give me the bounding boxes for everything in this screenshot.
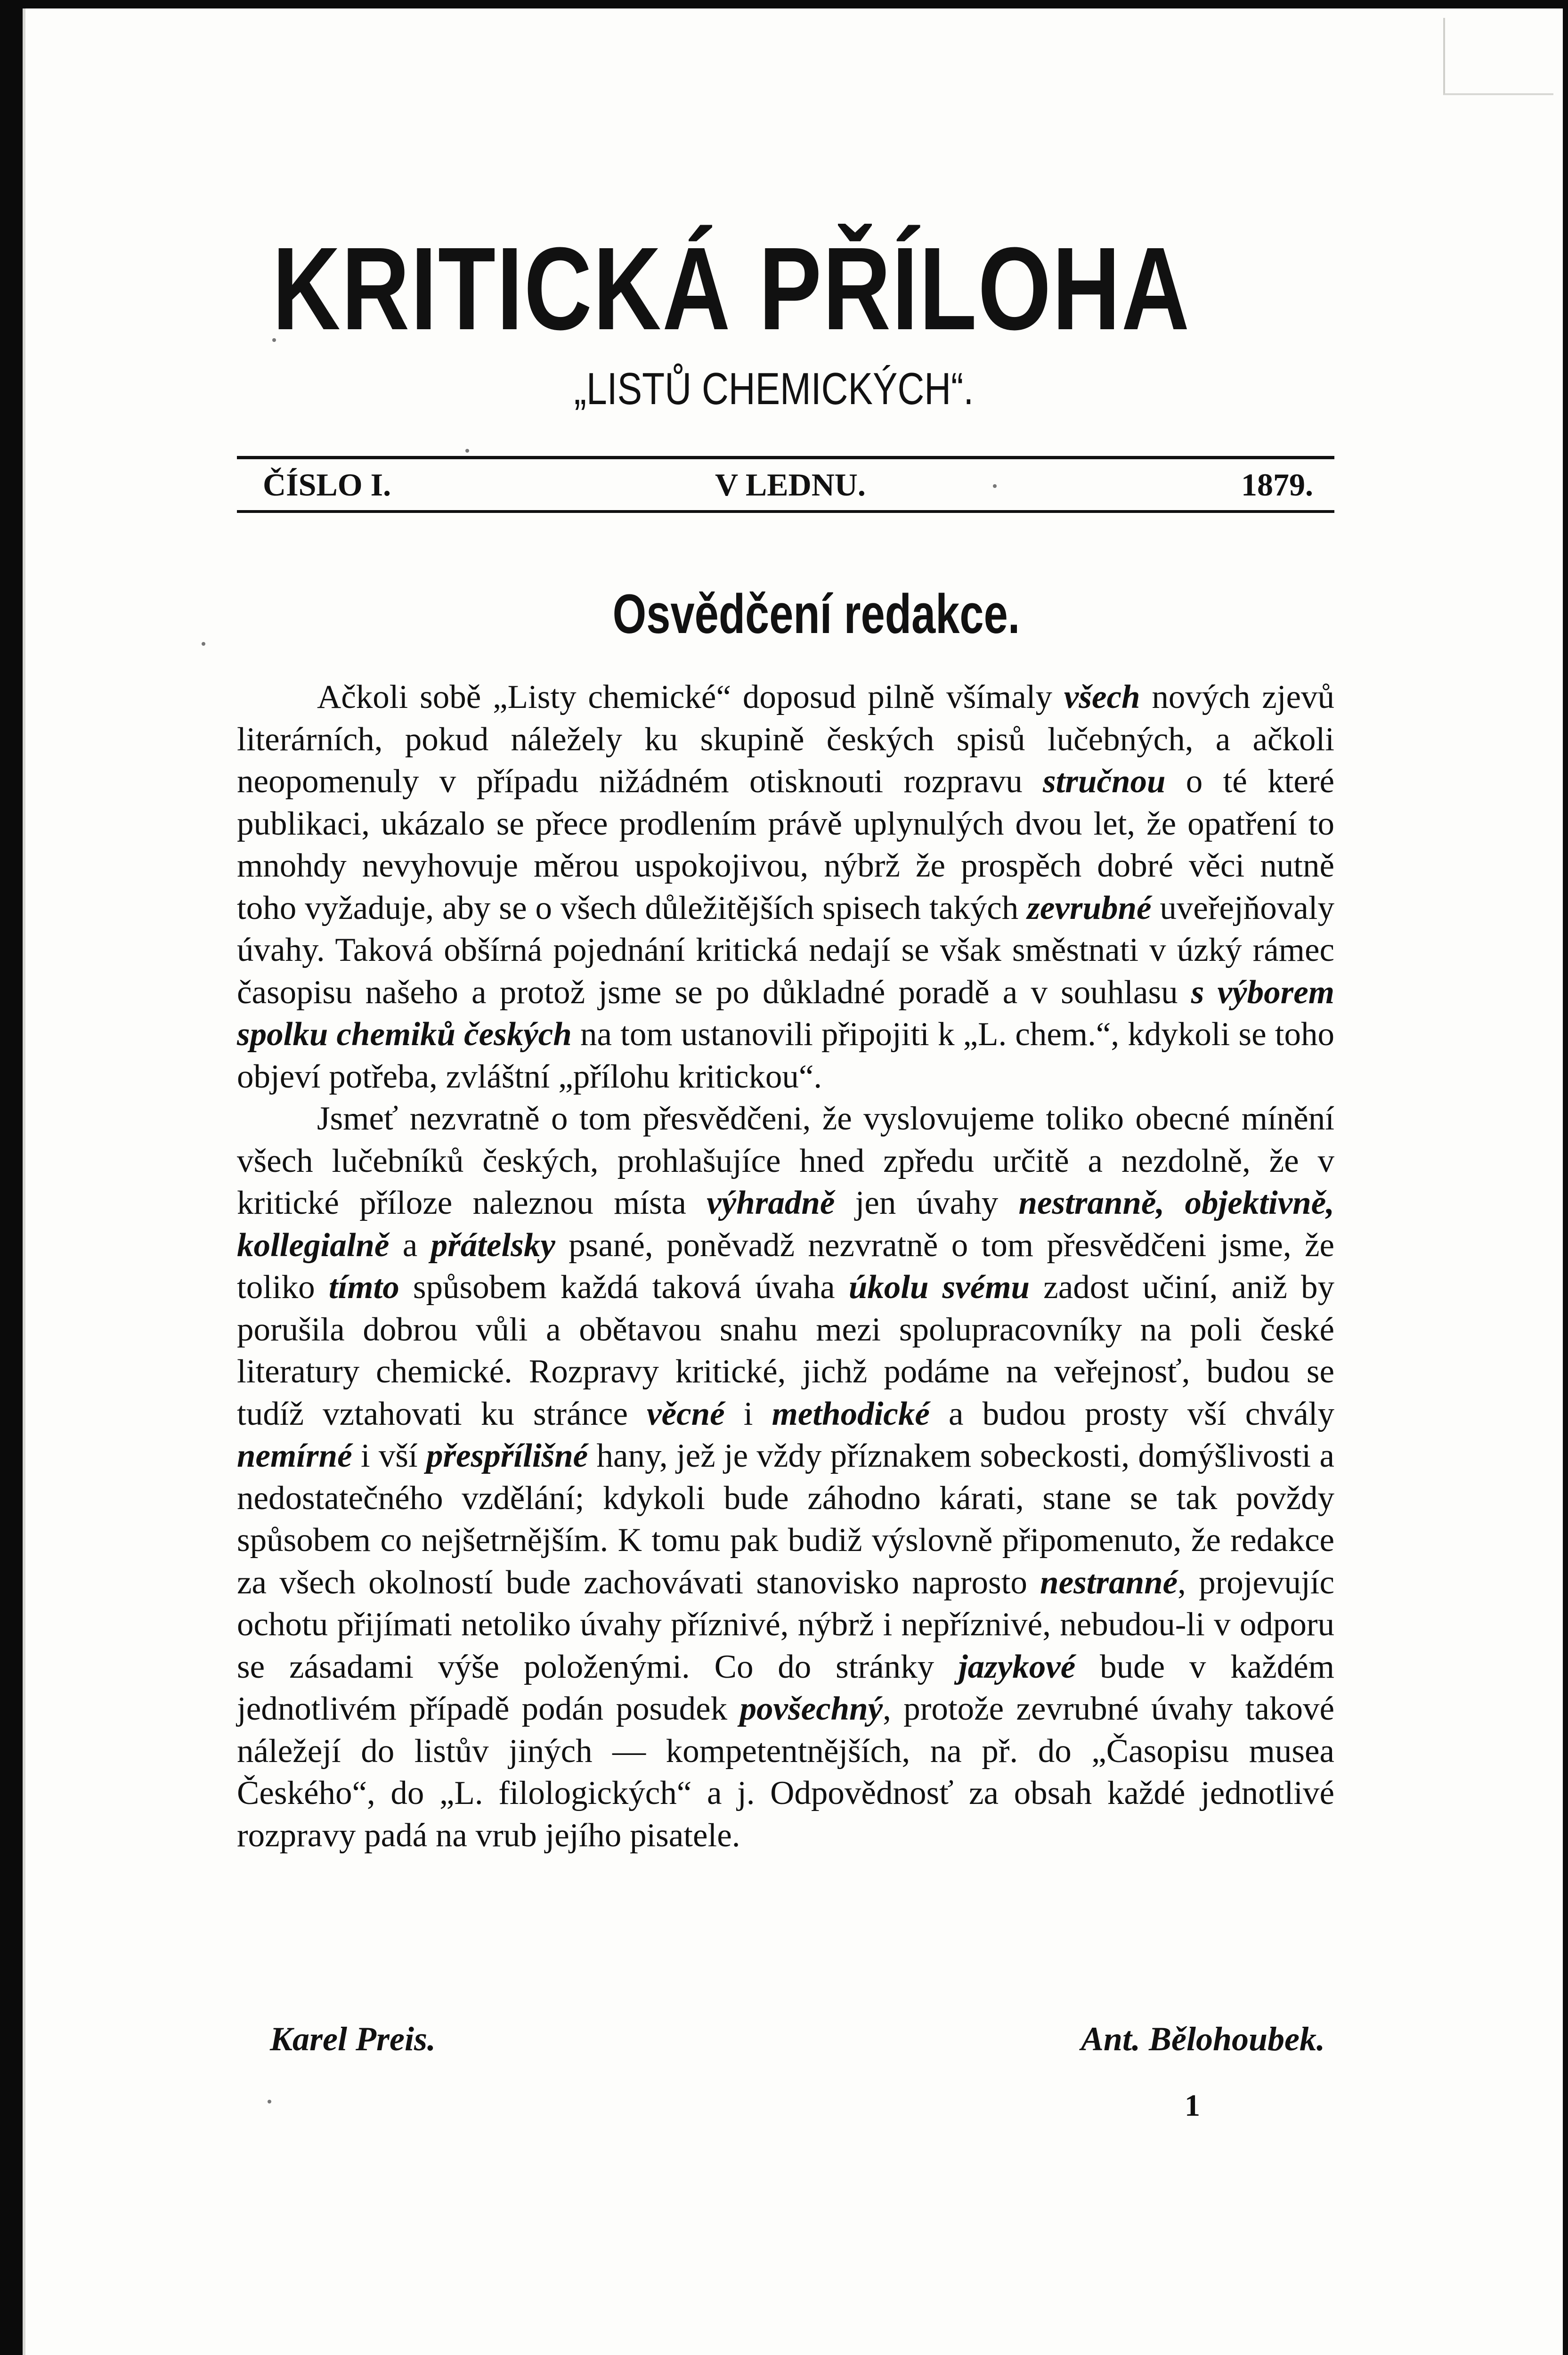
emphasis-run: methodické: [772, 1395, 930, 1432]
emphasis-run: zevrubné: [1027, 889, 1152, 926]
masthead: [23, 223, 1563, 414]
issue-number: ČÍSLO I.: [263, 467, 391, 503]
text-run: a: [389, 1226, 431, 1264]
text-run: uveřejňovaly úvahy. Taková obšírná pojednání kritická nedají se však směstnati v úzký rámec časopisu našeho a protož jsme se po důkladné poradě a v souhlasu: [237, 889, 1334, 1011]
text-run: hany, jež je vždy příznakem sobeckosti, domýšlivosti a nedostatečného vzdělání; kdykoli bude záhodno kárati, stane se tak povždy spůsobem co nejšetrnějším. K tomu pak budiž výslovně připomenuto, že redakce za všech okolností bude zachovávati stanovisko naprosto: [237, 1437, 1335, 1601]
text-run: Ačkoli sobě „Listy chemické“ doposud pilně všímaly: [317, 679, 1064, 715]
article-paragraph: [237, 676, 1334, 1098]
issue-month: V LEDNU.: [715, 467, 866, 503]
header-rule-bottom: [237, 510, 1334, 513]
header-rule-top: [237, 456, 1334, 459]
emphasis-run: jazykové: [958, 1648, 1076, 1685]
text-run: , protože zevrubné úvahy takové náležejí do listův jiných — kompetentnějších, na př. do „Časopisu musea Českého“, do „L. filologických“ a j. Odpovědnosť za obsah každé jednotlivé rozpravy padá na vrub jejího pisatele.: [237, 1690, 1334, 1854]
text-run: jen úvahy: [835, 1185, 1019, 1221]
emphasis-run: nestranně, objektivně, kollegialně: [237, 1185, 1335, 1264]
emphasis-run: stručnou: [1043, 763, 1166, 800]
text-run: i vší: [352, 1437, 426, 1474]
emphasis-run: úkolu svému: [848, 1269, 1030, 1306]
text-run: spůsobem každá taková úvaha: [399, 1269, 849, 1306]
signature-left: Karel Preis.: [270, 2020, 436, 2058]
article-paragraph: [237, 1098, 1334, 1857]
signature-right: Ant. Bělohoubek.: [1081, 2020, 1325, 2058]
emphasis-run: s výborem spolku chemiků českých: [237, 974, 1334, 1053]
text-run: o té které publikaci, ukázalo se přece prodlením právě uplynulých dvou let, že opatření to mnohdy nevyhovuje měrou uspokojivou, nýbrž že prospěch dobré věci nutně toho vyžaduje, aby se o všech důležitějších spisech takých: [237, 763, 1334, 926]
corner-bleed-mark: [1443, 18, 1553, 95]
emphasis-run: nestranné: [1040, 1564, 1178, 1601]
text-run: , projevujíc ochotu přijímati netoliko úvahy příznivé, nýbrž i nepříznivé, nebudou-li v odporu se zásadami výše položenými. Co do stránky: [237, 1564, 1334, 1685]
text-run: psané, poněvadž nezvratně o tom přesvědčeni jsme, že toliko: [237, 1226, 1335, 1306]
emphasis-run: nemírné: [237, 1437, 352, 1474]
text-run: zadost učiní, aniž by porušila dobrou vůli a obětavou snahu mezi spolupracovníky na poli české literatury chemické. Rozpravy kritické, jichž podáme na veřejnosť, budou se tudíž vztahovati ku stránce: [237, 1269, 1334, 1432]
emphasis-run: povšechný: [739, 1690, 883, 1727]
issue-line: [263, 466, 1313, 504]
emphasis-run: věcné: [647, 1395, 725, 1432]
text-run: nových zjevů literárních, pokud náležely ku skupině českých spisů lučebných, a ačkoli neopomenuly v případu nižádném otisknouti rozpravu: [237, 679, 1334, 800]
ink-speck: [465, 449, 469, 453]
emphasis-run: všech: [1064, 679, 1140, 715]
text-run: Jsmeť nezvratně o tom přesvědčeni, že vyslovujeme toliko obecné mínění všech lučebníků českých, prohlašujíce hned zpředu určitě a nezdolně, že v kritické příloze naleznou místa: [237, 1100, 1334, 1221]
ink-speck: [268, 2100, 271, 2103]
article-heading: Osvědčení redakce.: [612, 583, 1020, 645]
emphasis-run: přespřílišné: [426, 1437, 588, 1474]
ink-speck: [202, 642, 205, 646]
text-run: i: [724, 1395, 772, 1432]
text-run: a budou prosty vší chvály: [929, 1395, 1334, 1432]
article-body: [237, 676, 1334, 1857]
text-run: bude v každém jednotlivém případě podán posudek: [237, 1648, 1334, 1727]
issue-year: 1879.: [1241, 467, 1313, 503]
page-title: KRITICKÁ PŘÍLOHA: [272, 223, 1191, 354]
page-subtitle: „LISTŮ CHEMICKÝCH“.: [574, 364, 974, 414]
text-run: na tom ustanovili připojiti k „L. chem.“, kdykoli se toho objeví potřeba, zvláštní „přílohu kritickou“.: [237, 1016, 1334, 1095]
page-number: 1: [1185, 2088, 1200, 2123]
emphasis-run: tímto: [328, 1269, 399, 1306]
paper-sheet: [23, 8, 1563, 2355]
emphasis-run: výhradně: [707, 1185, 835, 1221]
emphasis-run: přátelsky: [431, 1226, 555, 1264]
